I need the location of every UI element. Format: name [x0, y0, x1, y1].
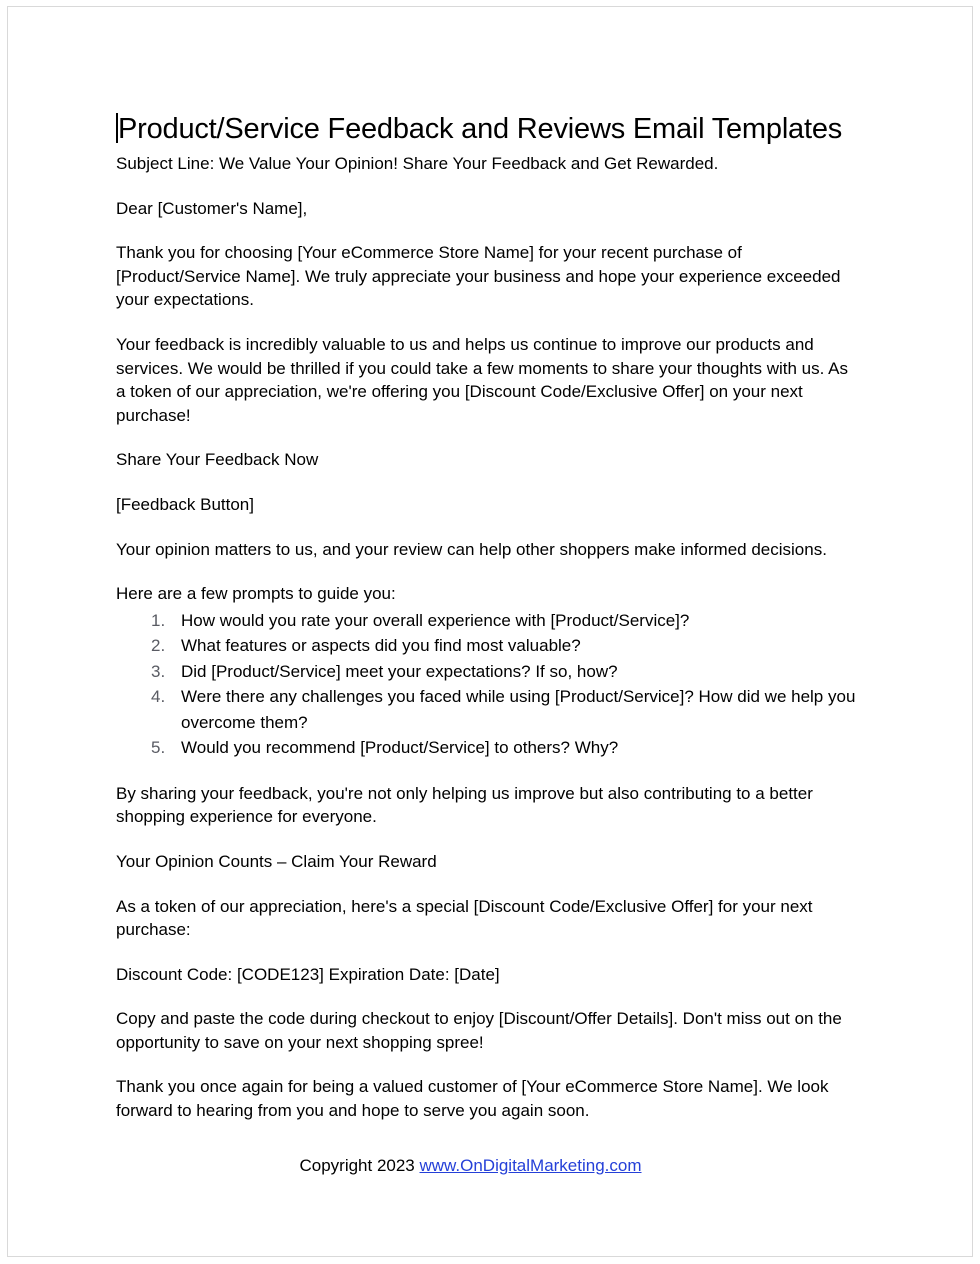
paragraph-thank-you: Thank you for choosing [Your eCommerce Store Name] for your recent purchase of [Product/Service Name]. We truly appreciate your business and hope your experience exceeded your expectations.: [116, 243, 841, 310]
document-content: [116, 112, 861, 1177]
footer: [116, 1154, 861, 1178]
feedback-button-placeholder: [Feedback Button]: [116, 494, 254, 514]
page-title: [116, 112, 861, 146]
discount-code-line: Discount Code: [CODE123] Expiration Date: [Date]: [116, 964, 500, 984]
page-title-text: Product/Service Feedback and Reviews Email Templates: [118, 113, 843, 145]
paragraph-copy-paste: Copy and paste the code during checkout to enjoy [Discount/Offer Details]. Don't miss out on the opportunity to save on your next shopping spree!: [116, 1009, 842, 1052]
paragraph-closing: Thank you once again for being a valued customer of [Your eCommerce Store Name]. We look forward to hearing from you and hope to serve you again soon.: [116, 1077, 829, 1121]
paragraph-by-sharing: By sharing your feedback, you're not only helping us improve but also contributing to a better shopping experience for everyone.: [116, 783, 813, 827]
paragraph-token-appreciation: As a token of our appreciation, here's a special [Discount Code/Exclusive Offer] for your next purchase:: [116, 896, 813, 940]
prompts-list: [116, 608, 861, 761]
list-item: Did [Product/Service] meet your expectations? If so, how?: [181, 661, 618, 681]
prompts-intro: Here are a few prompts to guide you:: [116, 584, 396, 604]
subject-line: Subject Line: We Value Your Opinion! Share Your Feedback and Get Rewarded.: [116, 154, 719, 173]
list-item: How would you rate your overall experience with [Product/Service]?: [181, 610, 690, 630]
copyright-text: Copyright 2023: [299, 1155, 420, 1175]
paragraph-feedback-value: Your feedback is incredibly valuable to us and helps us continue to improve our products and services. We would be thrilled if you could take a few moments to share your thoughts with us. As a token of our appreciation, we're offering you [Discount Code/Exclusive Offer] on your next purchase!: [116, 334, 848, 425]
share-feedback-heading: Share Your Feedback Now: [116, 450, 319, 470]
opinion-counts-heading: Your Opinion Counts – Claim Your Reward: [116, 851, 437, 871]
salutation: Dear [Customer's Name],: [116, 198, 308, 218]
list-item: What features or aspects did you find most valuable?: [181, 636, 581, 656]
list-item: Were there any challenges you faced while using [Product/Service]? How did we help you overcome them?: [181, 687, 856, 732]
document-page: [7, 6, 973, 1257]
paragraph-opinion-matters: Your opinion matters to us, and your review can help other shoppers make informed decisions.: [116, 539, 827, 559]
list-item: Would you recommend [Product/Service] to others? Why?: [181, 738, 619, 758]
website-link[interactable]: www.OnDigitalMarketing.com: [419, 1155, 642, 1175]
